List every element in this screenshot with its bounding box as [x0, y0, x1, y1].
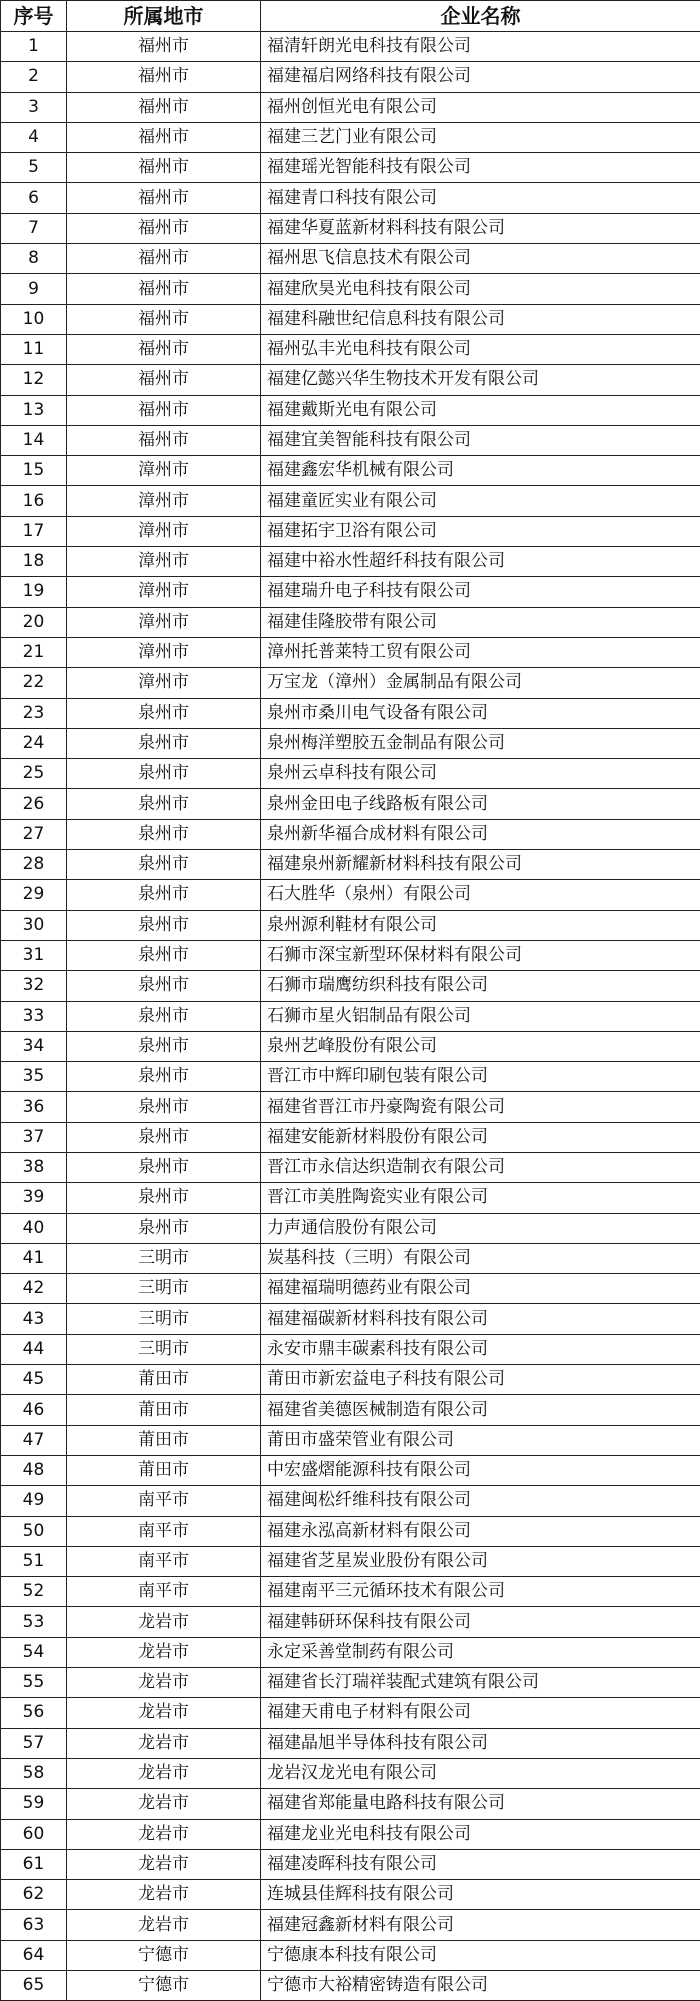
- row-company-name: 龙岩汉龙光电有限公司: [261, 1758, 700, 1788]
- row-company-name: 永安市鼎丰碳素科技有限公司: [261, 1334, 700, 1364]
- row-company-name: 宁德康本科技有限公司: [261, 1940, 700, 1970]
- row-city: 福州市: [67, 213, 261, 243]
- row-company-name: 莆田市新宏益电子科技有限公司: [261, 1365, 700, 1395]
- table-row: [1, 1577, 700, 1607]
- row-serial-number: 54: [1, 1637, 67, 1667]
- row-city: 福州市: [67, 32, 261, 62]
- row-company-name: 石狮市星火铝制品有限公司: [261, 1001, 700, 1031]
- row-company-name: 福建中裕水性超纤科技有限公司: [261, 547, 700, 577]
- row-serial-number: 13: [1, 395, 67, 425]
- row-city: 漳州市: [67, 547, 261, 577]
- table-row: [1, 1092, 700, 1122]
- table-row: [1, 1698, 700, 1728]
- table-row: [1, 365, 700, 395]
- row-serial-number: 16: [1, 486, 67, 516]
- row-company-name: 福建亿懿兴华生物技术开发有限公司: [261, 365, 700, 395]
- row-company-name: 中宏盛熠能源科技有限公司: [261, 1455, 700, 1485]
- row-company-name: 福清轩朗光电科技有限公司: [261, 32, 700, 62]
- row-city: 泉州市: [67, 1031, 261, 1061]
- table-row: [1, 1395, 700, 1425]
- row-serial-number: 12: [1, 365, 67, 395]
- row-company-name: 福建凌晖科技有限公司: [261, 1849, 700, 1879]
- table-row: [1, 1940, 700, 1970]
- row-city: 泉州市: [67, 971, 261, 1001]
- table-row: [1, 62, 700, 92]
- row-serial-number: 61: [1, 1849, 67, 1879]
- row-city: 南平市: [67, 1486, 261, 1516]
- row-company-name: 福州创恒光电有限公司: [261, 92, 700, 122]
- row-company-name: 连城县佳辉科技有限公司: [261, 1880, 700, 1910]
- row-serial-number: 52: [1, 1577, 67, 1607]
- row-serial-number: 8: [1, 244, 67, 274]
- row-serial-number: 6: [1, 183, 67, 213]
- row-serial-number: 56: [1, 1698, 67, 1728]
- row-company-name: 石大胜华（泉州）有限公司: [261, 880, 700, 910]
- table-row: [1, 819, 700, 849]
- table-row: [1, 516, 700, 546]
- row-company-name: 泉州源利鞋材有限公司: [261, 910, 700, 940]
- table-row: [1, 1758, 700, 1788]
- table-row: [1, 1728, 700, 1758]
- row-city: 泉州市: [67, 789, 261, 819]
- row-serial-number: 14: [1, 425, 67, 455]
- row-city: 宁德市: [67, 1971, 261, 2001]
- row-serial-number: 23: [1, 698, 67, 728]
- row-serial-number: 22: [1, 668, 67, 698]
- row-company-name: 宁德市大裕精密铸造有限公司: [261, 1971, 700, 2001]
- row-serial-number: 21: [1, 637, 67, 667]
- row-city: 福州市: [67, 122, 261, 152]
- table-row: [1, 1546, 700, 1576]
- row-city: 泉州市: [67, 1092, 261, 1122]
- row-company-name: 泉州梅洋塑胶五金制品有限公司: [261, 728, 700, 758]
- row-company-name: 泉州新华福合成材料有限公司: [261, 819, 700, 849]
- row-city: 泉州市: [67, 1152, 261, 1182]
- header-row: [1, 1, 700, 32]
- header-company-name: 企业名称: [261, 1, 700, 32]
- row-serial-number: 24: [1, 728, 67, 758]
- row-serial-number: 42: [1, 1274, 67, 1304]
- row-serial-number: 9: [1, 274, 67, 304]
- row-company-name: 福建福碳新材料科技有限公司: [261, 1304, 700, 1334]
- row-company-name: 福建拓宇卫浴有限公司: [261, 516, 700, 546]
- row-serial-number: 18: [1, 547, 67, 577]
- row-company-name: 福建欣昊光电科技有限公司: [261, 274, 700, 304]
- row-company-name: 福建鑫宏华机械有限公司: [261, 456, 700, 486]
- row-serial-number: 48: [1, 1455, 67, 1485]
- row-company-name: 福建科融世纪信息科技有限公司: [261, 304, 700, 334]
- table-row: [1, 1183, 700, 1213]
- row-serial-number: 46: [1, 1395, 67, 1425]
- row-serial-number: 15: [1, 456, 67, 486]
- row-company-name: 莆田市盛荣管业有限公司: [261, 1425, 700, 1455]
- row-company-name: 泉州艺峰股份有限公司: [261, 1031, 700, 1061]
- row-company-name: 福建童匠实业有限公司: [261, 486, 700, 516]
- row-company-name: 福建省长汀瑞祥装配式建筑有限公司: [261, 1668, 700, 1698]
- table-row: [1, 1425, 700, 1455]
- table-row: [1, 1637, 700, 1667]
- row-city: 福州市: [67, 153, 261, 183]
- row-serial-number: 53: [1, 1607, 67, 1637]
- table-row: [1, 789, 700, 819]
- table-row: [1, 1789, 700, 1819]
- row-company-name: 福建三艺门业有限公司: [261, 122, 700, 152]
- row-company-name: 力声通信股份有限公司: [261, 1213, 700, 1243]
- table-row: [1, 577, 700, 607]
- table-row: [1, 1668, 700, 1698]
- table-row: [1, 1849, 700, 1879]
- table-row: [1, 92, 700, 122]
- row-serial-number: 50: [1, 1516, 67, 1546]
- table-row: [1, 637, 700, 667]
- row-serial-number: 35: [1, 1062, 67, 1092]
- row-serial-number: 32: [1, 971, 67, 1001]
- row-city: 泉州市: [67, 850, 261, 880]
- row-serial-number: 29: [1, 880, 67, 910]
- table-row: [1, 122, 700, 152]
- row-company-name: 福建韩研环保科技有限公司: [261, 1607, 700, 1637]
- row-serial-number: 43: [1, 1304, 67, 1334]
- row-serial-number: 5: [1, 153, 67, 183]
- row-city: 漳州市: [67, 486, 261, 516]
- row-company-name: 福建晶旭半导体科技有限公司: [261, 1728, 700, 1758]
- row-serial-number: 60: [1, 1819, 67, 1849]
- table-row: [1, 334, 700, 364]
- row-city: 龙岩市: [67, 1758, 261, 1788]
- row-serial-number: 34: [1, 1031, 67, 1061]
- row-company-name: 福建天甫电子材料有限公司: [261, 1698, 700, 1728]
- row-city: 漳州市: [67, 607, 261, 637]
- row-company-name: 福建龙业光电科技有限公司: [261, 1819, 700, 1849]
- row-city: 泉州市: [67, 728, 261, 758]
- row-city: 泉州市: [67, 698, 261, 728]
- row-serial-number: 65: [1, 1971, 67, 2001]
- table-row: [1, 698, 700, 728]
- row-company-name: 福建省郑能量电路科技有限公司: [261, 1789, 700, 1819]
- table-row: [1, 1243, 700, 1273]
- table-row: [1, 1274, 700, 1304]
- row-city: 漳州市: [67, 456, 261, 486]
- row-serial-number: 44: [1, 1334, 67, 1364]
- row-company-name: 福建青口科技有限公司: [261, 183, 700, 213]
- row-serial-number: 62: [1, 1880, 67, 1910]
- row-city: 泉州市: [67, 1213, 261, 1243]
- table-row: [1, 607, 700, 637]
- row-serial-number: 20: [1, 607, 67, 637]
- table-row: [1, 1122, 700, 1152]
- row-city: 泉州市: [67, 1122, 261, 1152]
- row-company-name: 福建安能新材料股份有限公司: [261, 1122, 700, 1152]
- row-company-name: 福建南平三元循环技术有限公司: [261, 1577, 700, 1607]
- table-row: [1, 1910, 700, 1940]
- row-city: 龙岩市: [67, 1910, 261, 1940]
- table-row: [1, 304, 700, 334]
- row-serial-number: 11: [1, 334, 67, 364]
- row-serial-number: 41: [1, 1243, 67, 1273]
- row-city: 福州市: [67, 425, 261, 455]
- table-row: [1, 244, 700, 274]
- table-row: [1, 1031, 700, 1061]
- row-city: 龙岩市: [67, 1819, 261, 1849]
- row-city: 三明市: [67, 1243, 261, 1273]
- row-city: 泉州市: [67, 759, 261, 789]
- row-city: 三明市: [67, 1334, 261, 1364]
- row-serial-number: 55: [1, 1668, 67, 1698]
- row-serial-number: 64: [1, 1940, 67, 1970]
- row-company-name: 晋江市中辉印刷包装有限公司: [261, 1062, 700, 1092]
- row-serial-number: 17: [1, 516, 67, 546]
- table-row: [1, 1516, 700, 1546]
- row-city: 泉州市: [67, 910, 261, 940]
- table-row: [1, 1455, 700, 1485]
- row-city: 福州市: [67, 244, 261, 274]
- table-row: [1, 1001, 700, 1031]
- row-city: 龙岩市: [67, 1728, 261, 1758]
- row-city: 泉州市: [67, 880, 261, 910]
- row-city: 南平市: [67, 1516, 261, 1546]
- row-company-name: 福建省美德医械制造有限公司: [261, 1395, 700, 1425]
- table-row: [1, 1304, 700, 1334]
- row-city: 龙岩市: [67, 1880, 261, 1910]
- table-row: [1, 32, 700, 62]
- row-company-name: 福建福启网络科技有限公司: [261, 62, 700, 92]
- row-company-name: 石狮市瑞鹰纺织科技有限公司: [261, 971, 700, 1001]
- row-company-name: 万宝龙（漳州）金属制品有限公司: [261, 668, 700, 698]
- table-row: [1, 940, 700, 970]
- header-serial-number: 序号: [1, 1, 67, 32]
- row-city: 泉州市: [67, 1001, 261, 1031]
- table-row: [1, 274, 700, 304]
- table-row: [1, 395, 700, 425]
- table-header: [1, 1, 700, 32]
- row-serial-number: 27: [1, 819, 67, 849]
- row-company-name: 福建戴斯光电有限公司: [261, 395, 700, 425]
- table-row: [1, 1062, 700, 1092]
- row-serial-number: 39: [1, 1183, 67, 1213]
- row-company-name: 晋江市美胜陶瓷实业有限公司: [261, 1183, 700, 1213]
- row-company-name: 福建佳隆胶带有限公司: [261, 607, 700, 637]
- table-row: [1, 183, 700, 213]
- row-company-name: 泉州金田电子线路板有限公司: [261, 789, 700, 819]
- table-row: [1, 910, 700, 940]
- row-company-name: 福建闽松纤维科技有限公司: [261, 1486, 700, 1516]
- row-city: 福州市: [67, 395, 261, 425]
- row-company-name: 泉州云卓科技有限公司: [261, 759, 700, 789]
- table-row: [1, 153, 700, 183]
- table-row: [1, 547, 700, 577]
- row-company-name: 漳州托普莱特工贸有限公司: [261, 637, 700, 667]
- row-serial-number: 2: [1, 62, 67, 92]
- row-serial-number: 47: [1, 1425, 67, 1455]
- row-serial-number: 51: [1, 1546, 67, 1576]
- row-company-name: 福州思飞信息技术有限公司: [261, 244, 700, 274]
- table-row: [1, 728, 700, 758]
- row-city: 龙岩市: [67, 1637, 261, 1667]
- row-city: 莆田市: [67, 1365, 261, 1395]
- row-serial-number: 1: [1, 32, 67, 62]
- table-row: [1, 1880, 700, 1910]
- table-row: [1, 850, 700, 880]
- table-row: [1, 668, 700, 698]
- row-company-name: 永定采善堂制药有限公司: [261, 1637, 700, 1667]
- row-city: 泉州市: [67, 1062, 261, 1092]
- row-city: 漳州市: [67, 637, 261, 667]
- row-company-name: 福建瑞升电子科技有限公司: [261, 577, 700, 607]
- header-city: 所属地市: [67, 1, 261, 32]
- row-serial-number: 7: [1, 213, 67, 243]
- row-city: 福州市: [67, 92, 261, 122]
- row-city: 龙岩市: [67, 1607, 261, 1637]
- row-serial-number: 31: [1, 940, 67, 970]
- row-serial-number: 3: [1, 92, 67, 122]
- table-row: [1, 1971, 700, 2001]
- table-row: [1, 1365, 700, 1395]
- row-city: 莆田市: [67, 1455, 261, 1485]
- row-serial-number: 28: [1, 850, 67, 880]
- row-company-name: 福建泉州新耀新材料科技有限公司: [261, 850, 700, 880]
- row-city: 泉州市: [67, 819, 261, 849]
- row-serial-number: 40: [1, 1213, 67, 1243]
- row-serial-number: 26: [1, 789, 67, 819]
- table-row: [1, 486, 700, 516]
- row-company-name: 福建华夏蓝新材料科技有限公司: [261, 213, 700, 243]
- row-company-name: 福建省芝星炭业股份有限公司: [261, 1546, 700, 1576]
- row-company-name: 福建瑶光智能科技有限公司: [261, 153, 700, 183]
- row-serial-number: 37: [1, 1122, 67, 1152]
- row-company-name: 福州弘丰光电科技有限公司: [261, 334, 700, 364]
- table-row: [1, 1819, 700, 1849]
- row-city: 南平市: [67, 1546, 261, 1576]
- row-city: 龙岩市: [67, 1668, 261, 1698]
- row-city: 漳州市: [67, 577, 261, 607]
- row-serial-number: 63: [1, 1910, 67, 1940]
- row-company-name: 晋江市永信达织造制衣有限公司: [261, 1152, 700, 1182]
- row-city: 宁德市: [67, 1940, 261, 1970]
- row-city: 龙岩市: [67, 1849, 261, 1879]
- row-company-name: 福建冠鑫新材料有限公司: [261, 1910, 700, 1940]
- row-serial-number: 33: [1, 1001, 67, 1031]
- row-company-name: 福建宜美智能科技有限公司: [261, 425, 700, 455]
- table-row: [1, 1607, 700, 1637]
- row-city: 莆田市: [67, 1395, 261, 1425]
- table-row: [1, 425, 700, 455]
- row-city: 三明市: [67, 1304, 261, 1334]
- row-city: 龙岩市: [67, 1789, 261, 1819]
- row-serial-number: 57: [1, 1728, 67, 1758]
- table-row: [1, 1152, 700, 1182]
- row-city: 泉州市: [67, 1183, 261, 1213]
- row-serial-number: 19: [1, 577, 67, 607]
- table-row: [1, 971, 700, 1001]
- table-body: [1, 32, 700, 2001]
- row-serial-number: 38: [1, 1152, 67, 1182]
- row-company-name: 福建省晋江市丹豪陶瓷有限公司: [261, 1092, 700, 1122]
- row-city: 漳州市: [67, 668, 261, 698]
- row-city: 泉州市: [67, 940, 261, 970]
- row-serial-number: 10: [1, 304, 67, 334]
- table-row: [1, 1213, 700, 1243]
- row-city: 福州市: [67, 183, 261, 213]
- row-company-name: 石狮市深宝新型环保材料有限公司: [261, 940, 700, 970]
- row-serial-number: 59: [1, 1789, 67, 1819]
- table-row: [1, 880, 700, 910]
- row-city: 莆田市: [67, 1425, 261, 1455]
- row-city: 福州市: [67, 62, 261, 92]
- table-row: [1, 1486, 700, 1516]
- table-row: [1, 759, 700, 789]
- row-serial-number: 30: [1, 910, 67, 940]
- row-serial-number: 58: [1, 1758, 67, 1788]
- row-city: 三明市: [67, 1274, 261, 1304]
- row-company-name: 福建永泓高新材料有限公司: [261, 1516, 700, 1546]
- table-row: [1, 213, 700, 243]
- row-city: 福州市: [67, 365, 261, 395]
- row-city: 南平市: [67, 1577, 261, 1607]
- row-serial-number: 4: [1, 122, 67, 152]
- row-serial-number: 25: [1, 759, 67, 789]
- table-row: [1, 456, 700, 486]
- row-serial-number: 45: [1, 1365, 67, 1395]
- row-city: 龙岩市: [67, 1698, 261, 1728]
- table-row: [1, 1334, 700, 1364]
- row-company-name: 福建福瑞明德药业有限公司: [261, 1274, 700, 1304]
- row-city: 漳州市: [67, 516, 261, 546]
- row-serial-number: 36: [1, 1092, 67, 1122]
- row-city: 福州市: [67, 304, 261, 334]
- row-serial-number: 49: [1, 1486, 67, 1516]
- row-company-name: 泉州市桑川电气设备有限公司: [261, 698, 700, 728]
- row-city: 福州市: [67, 334, 261, 364]
- row-city: 福州市: [67, 274, 261, 304]
- row-company-name: 炭基科技（三明）有限公司: [261, 1243, 700, 1273]
